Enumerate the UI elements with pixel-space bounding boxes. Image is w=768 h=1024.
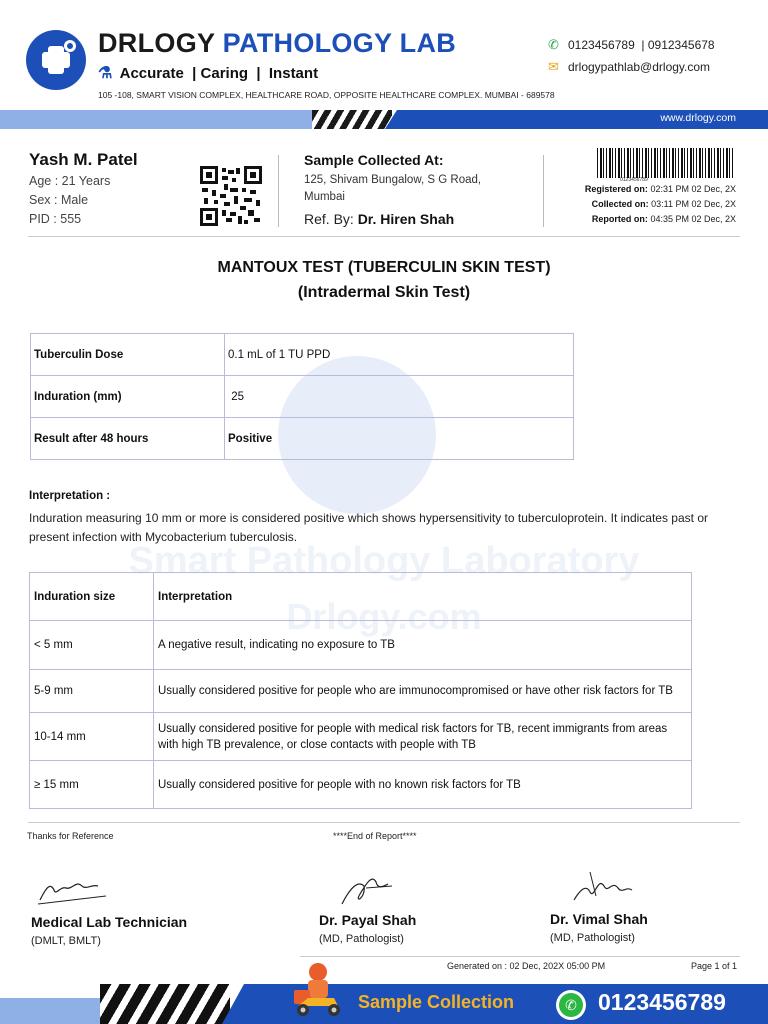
header-band: [0, 110, 768, 129]
report-title: MANTOUX TEST (TUBERCULIN SKIN TEST): [217, 259, 551, 276]
sample-address: [304, 172, 524, 206]
table-cell: 5-9 mm: [30, 670, 154, 713]
tagline-text: Accurate | Caring | Instant: [119, 65, 319, 82]
divider: [278, 155, 279, 227]
tagline: [98, 63, 318, 83]
lab-name-part1: DRLOGY: [98, 28, 215, 58]
table-cell: Usually considered positive for people with medical risk factors for TB, recent immigrants from areas with high TB prevalence, or close contacts with people with TB: [154, 713, 692, 761]
watermark-text-1: Smart Pathology Laboratory: [128, 540, 640, 582]
sample-address-line2: Mumbai: [304, 191, 345, 203]
divider: [543, 155, 544, 227]
divider: [28, 236, 740, 237]
lab-logo: [26, 30, 86, 90]
email-contact: [548, 59, 710, 75]
sample-collected-title: Sample Collected At:: [304, 152, 444, 168]
lab-name: [98, 28, 456, 59]
email-address: drlogypathlab@drlogy.com: [568, 60, 711, 74]
page-number: Page 1 of 1: [691, 961, 738, 971]
barcode-number: 0123456789: [620, 177, 648, 183]
result-label: Induration (mm): [31, 376, 225, 418]
end-of-report: ****End of Report****: [333, 831, 417, 841]
table-row: [31, 376, 574, 418]
interpretation-heading: Interpretation :: [29, 490, 111, 502]
registered-label: Registered on:: [584, 184, 648, 194]
result-label: Result after 48 hours: [31, 418, 225, 460]
table-row: [30, 670, 692, 713]
patient-age: Age : 21 Years: [29, 174, 111, 188]
table-cell: < 5 mm: [30, 621, 154, 670]
table-row: [30, 621, 692, 670]
registered-value: 02:31 PM 02 Dec, 2X: [650, 184, 736, 194]
reported-date: [592, 214, 736, 224]
reported-value: 04:35 PM 02 Dec, 2X: [650, 214, 736, 224]
signatory-name: Dr. Vimal Shah: [550, 911, 648, 927]
collected-date: [592, 199, 736, 209]
signatory-name: Medical Lab Technician: [31, 914, 188, 930]
signature-technician: [36, 868, 116, 908]
signature-vimal-shah: [570, 866, 650, 906]
phone-numbers: 0123456789 | 0912345678: [568, 38, 715, 52]
table-cell: ≥ 15 mm: [30, 761, 154, 809]
interpretation-table: [29, 572, 692, 809]
report-subtitle: (Intradermal Skin Test): [297, 284, 471, 301]
table-header-row: [30, 573, 692, 621]
divider: [28, 822, 740, 823]
ref-doctor: Dr. Hiren Shah: [357, 211, 455, 227]
signatory-degree: (MD, Pathologist): [550, 932, 635, 944]
signature-payal-shah: [336, 868, 416, 908]
patient-pid: PID : 555: [29, 212, 82, 226]
reported-label: Reported on:: [591, 214, 648, 224]
signatory-degree: (MD, Pathologist): [319, 933, 404, 945]
phone-contact: [548, 37, 715, 53]
table-cell: Usually considered positive for people who are immunocompromised or have other risk factors for TB: [154, 670, 692, 713]
thanks-text: Thanks for Reference: [27, 831, 114, 841]
whatsapp-number[interactable]: 0123456789: [598, 989, 726, 1015]
delivery-scooter-icon: [288, 960, 348, 1020]
column-header: Induration size: [30, 573, 154, 621]
divider: [300, 956, 740, 957]
lab-name-part2: PATHOLOGY LAB: [222, 28, 457, 58]
results-table: [30, 333, 574, 460]
lab-address: 105 -108, SMART VISION COMPLEX, HEALTHCARE ROAD, OPPOSITE HEALTHCARE COMPLEX. MUMBAI - 689578: [98, 90, 555, 100]
result-value: Positive: [225, 418, 574, 460]
whatsapp-icon: ✆: [556, 990, 586, 1020]
result-label: Tuberculin Dose: [31, 334, 225, 376]
watermark-text-2: Drlogy.com: [286, 596, 482, 637]
qr-code: [200, 166, 262, 226]
interpretation-text: Induration measuring 10 mm or more is considered positive which shows hypersensitivity to tuberculoprotein. It indicates past or present infection with Mycobacterium tuberculosis.: [29, 511, 708, 544]
table-row: [30, 761, 692, 809]
ref-label: Ref. By:: [304, 211, 354, 227]
table-row: [31, 334, 574, 376]
website-link[interactable]: www.drlogy.com: [660, 112, 736, 124]
table-row: [30, 713, 692, 761]
patient-sex: Sex : Male: [29, 193, 89, 207]
phone-icon: ✆: [548, 37, 559, 52]
result-value: 25: [225, 376, 574, 418]
result-value: 0.1 mL of 1 TU PPD: [225, 334, 574, 376]
referred-by: [304, 211, 454, 227]
registered-date: [585, 184, 736, 194]
collected-value: 03:11 PM 02 Dec, 2X: [651, 199, 736, 209]
generated-on: Generated on : 02 Dec, 202X 05:00 PM: [447, 961, 606, 971]
sample-address-line1: 125, Shivam Bungalow, S G Road,: [304, 174, 482, 186]
mail-icon: ✉: [548, 59, 559, 74]
barcode: [597, 148, 735, 178]
table-cell: Usually considered positive for people with no known risk factors for TB: [154, 761, 692, 809]
patient-name: Yash M. Patel: [29, 150, 138, 169]
microscope-icon: ⚗: [98, 65, 113, 82]
signatory-degree: (DMLT, BMLT): [31, 935, 101, 947]
table-row: [31, 418, 574, 460]
table-cell: A negative result, indicating no exposure to TB: [154, 621, 692, 670]
table-cell: 10-14 mm: [30, 713, 154, 761]
column-header: Interpretation: [154, 573, 692, 621]
collected-label: Collected on:: [591, 199, 649, 209]
sample-collection-label: Sample Collection: [358, 992, 515, 1012]
signatory-name: Dr. Payal Shah: [319, 912, 417, 928]
